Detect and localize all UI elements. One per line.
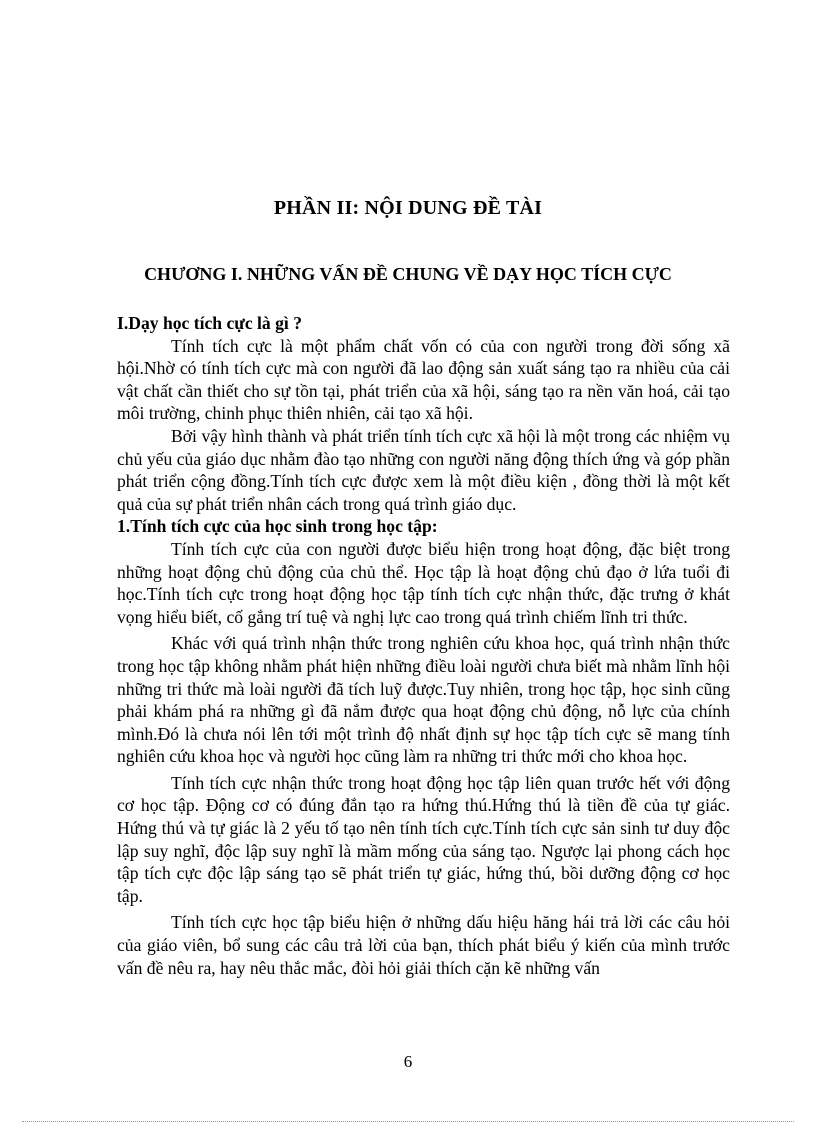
paragraph: Tính tích cực nhận thức trong hoạt động học tập liên quan trước hết với động cơ học tập. Động cơ có đúng đắn tạo ra hứng thú.Hứng thú là tiền đề của tự giác. Hứng thú và tự giác là 2 yếu tố tạo nên tính tích cực.Tính tích cực sản sinh tư duy độc lập suy nghĩ, độc lập suy nghĩ là mầm mống của sáng tạo. Ngược lại phong cách học tập tích cực độc lập sáng tạo sẽ phát triển tự giác, hứng thú, bồi dưỡng động cơ học tập. [117, 772, 730, 906]
chapter-title: CHƯƠNG I. NHỮNG VẤN ĐỀ CHUNG VỀ DẠY HỌC TÍCH CỰC [144, 264, 672, 284]
page-bottom-divider [22, 1121, 794, 1122]
body-text [117, 312, 730, 979]
paragraph: Khác với quá trình nhận thức trong nghiên cứu khoa học, quá trình nhận thức trong học tập không nhằm phát hiện những điều loài người chưa biết mà nhằm lĩnh hội những tri thức mà loài người đã tích luỹ được.Tuy nhiên, trong học tập, học sinh cũng phải khám phá ra những gì đã nắm được qua hoạt động chủ động, nỗ lực của chính mình.Đó là chưa nói lên tới một trình độ nhất định sự học tập tích cực sẽ mang tính nghiên cứu khoa học và người học cũng làm ra những tri thức mới cho khoa học. [117, 633, 730, 767]
part-title: PHẦN II: NỘI DUNG ĐỀ TÀI [273, 197, 543, 219]
page-number: 6 [403, 1052, 413, 1071]
paragraph: Tính tích cực của con người được biểu hiện trong hoạt động, đặc biệt trong những hoạt động chủ động của chủ thể. Học tập là hoạt động chủ đạo ở lứa tuổi đi học.Tính tích cực trong hoạt động học tập tính tích cực nhận thức, đặc trưng ở khát vọng hiểu biết, cố gắng trí tuệ và nghị lực cao trong quá trình chiếm lĩnh tri thức. [117, 538, 730, 627]
paragraph: Tính tích cực học tập biểu hiện ở những dấu hiệu hăng hái trả lời các câu hỏi của giáo viên, bổ sung các câu trả lời của bạn, thích phát biểu ý kiến của mình trước vấn đề nêu ra, hay nêu thắc mắc, đòi hỏi giải thích cặn kẽ những vấn [117, 912, 730, 978]
subsection-heading: 1.Tính tích cực của học sinh trong học tập: [117, 516, 438, 537]
paragraph: Tính tích cực là một phẩm chất vốn có của con người trong đời sống xã hội.Nhờ có tính tích cực mà con người đã lao động sản xuất sáng tạo ra nhiều của cải vật chất cần thiết cho sự tồn tại, phát triển của xã hội, sáng tạo ra nền văn hoá, cải tạo môi trường, chinh phục thiên nhiên, cải tạo xã hội. [117, 335, 730, 424]
section-heading: I.Dạy học tích cực là gì ? [117, 313, 303, 333]
paragraph: Bởi vậy hình thành và phát triển tính tích cực xã hội là một trong các nhiệm vụ chủ yếu của giáo dục nhằm đào tạo những con người năng động thích ứng và góp phần phát triển cộng đồng.Tính tích cực được xem là một điều kiện , đồng thời là một kết quả của sự phát triển nhân cách trong quá trình giáo dục. [117, 425, 730, 514]
